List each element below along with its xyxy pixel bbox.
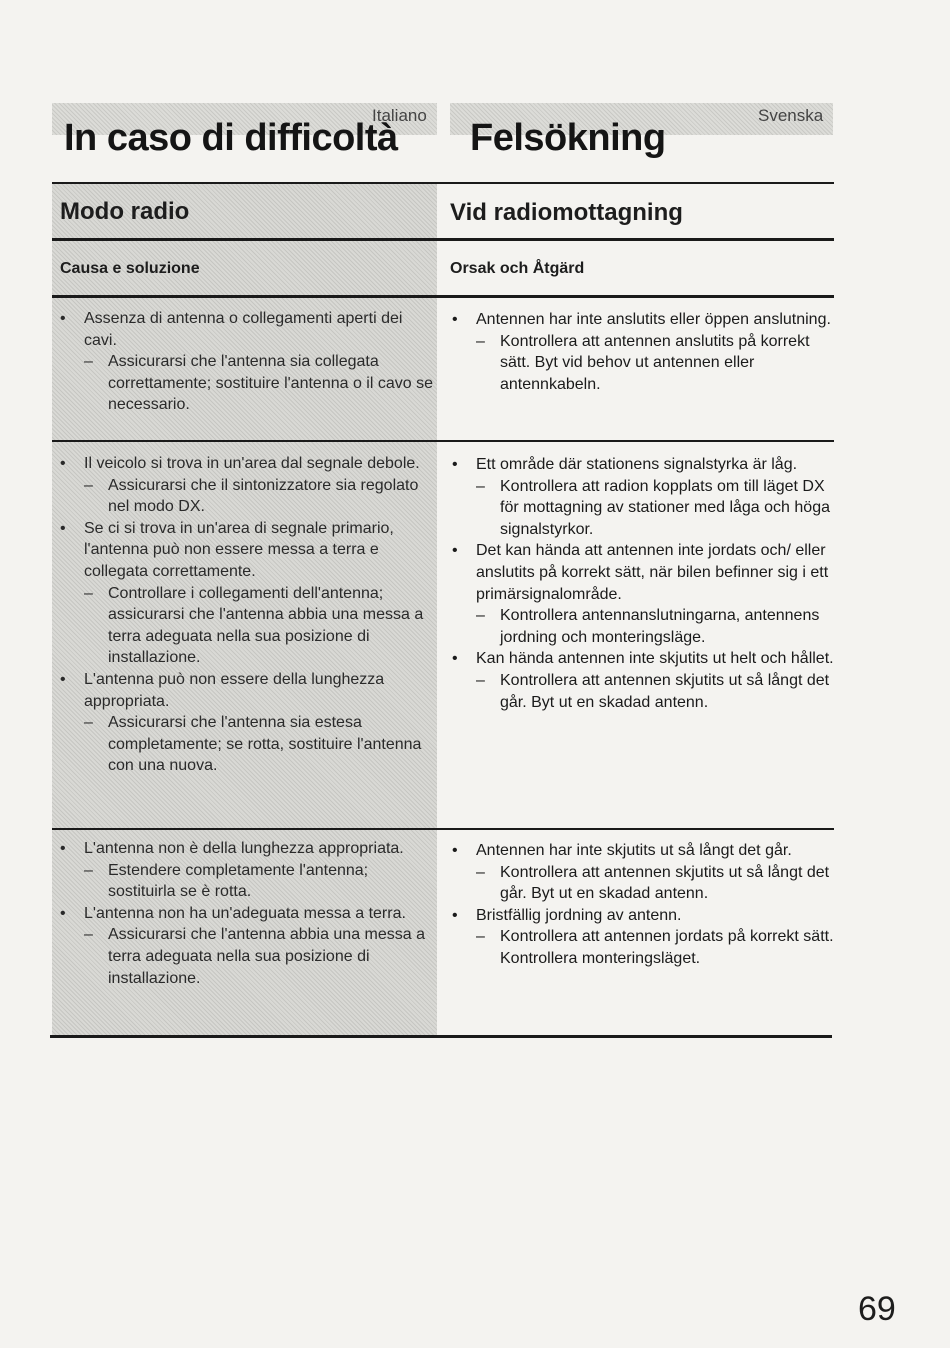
solution-line: – Kontrollera att antennen jordats på korrekt sätt. Kontrollera monteringsläget. (448, 926, 838, 969)
cause-bullet: • Il veicolo si trova in un'area dal segnale debole. (56, 453, 434, 475)
subheading-italian: Causa e soluzione (60, 260, 200, 277)
subheading-swedish: Orsak och Åtgärd (450, 260, 585, 277)
italian-block-1 (56, 308, 434, 416)
language-label-italian: Italiano (372, 106, 427, 125)
cause-bullet: • Ett område där stationens signalstyrka är låg. (448, 454, 838, 476)
solution-line: – Assicurarsi che l'antenna sia collegata correttamente; sostituire l'antenna o il cavo se necessario. (56, 351, 434, 416)
rule-under-section (52, 238, 834, 241)
italian-block-2 (56, 453, 434, 777)
language-label-swedish: Svenska (758, 106, 824, 125)
rule-block2 (52, 828, 834, 830)
cause-bullet: • Antennen har inte skjutits ut så långt det går. (448, 840, 838, 862)
solution-line: – Kontrollera att antennen skjutits ut så långt det går. Byt ut en skadad antenn. (448, 670, 838, 713)
rule-block1 (52, 440, 834, 442)
italian-block-3 (56, 838, 434, 989)
section-heading-italian: Modo radio (60, 198, 190, 225)
cause-bullet: • Assenza di antenna o collegamenti aperti dei cavi. (56, 308, 434, 351)
solution-line: – Assicurarsi che l'antenna abbia una messa a terra adeguata nella sua posizione di installazione. (56, 924, 434, 989)
solution-line: – Controllare i collegamenti dell'antenna; assicurarsi che l'antenna abbia una messa a terra adeguata nella sua posizione di installazione. (56, 583, 434, 669)
cause-bullet: • Kan hända antennen inte skjutits ut helt och hållet. (448, 648, 838, 670)
solution-line: – Estendere completamente l'antenna; sostituirla se è rotta. (56, 860, 434, 903)
swedish-block-3 (448, 840, 838, 970)
cause-bullet: • L'antenna non è della lunghezza appropriata. (56, 838, 434, 860)
cause-bullet: • L'antenna non ha un'adeguata messa a terra. (56, 903, 434, 925)
section-heading-swedish: Vid radiomottagning (450, 199, 683, 226)
cause-bullet: • L'antenna può non essere della lunghezza appropriata. (56, 669, 434, 712)
page-title-italian: In caso di difficoltà (64, 117, 398, 159)
rule-top (52, 182, 834, 184)
cause-bullet: • Bristfällig jordning av antenn. (448, 905, 838, 927)
solution-line: – Kontrollera att antennen skjutits ut så långt det går. Byt ut en skadad antenn. (448, 862, 838, 905)
swedish-block-1 (448, 309, 838, 395)
swedish-block-2 (448, 454, 838, 713)
rule-under-subheading (52, 295, 834, 298)
cause-bullet: • Se ci si trova in un'area di segnale primario, l'antenna può non essere messa a terra e collegata correttamente. (56, 518, 434, 583)
solution-line: – Kontrollera att radion kopplats om till läget DX för mottagning av stationer med låga och höga signalstyrkor. (448, 476, 838, 541)
rule-bottom (50, 1035, 832, 1038)
cause-bullet: • Antennen har inte anslutits eller öppen anslutning. (448, 309, 838, 331)
solution-line: – Assicurarsi che l'antenna sia estesa completamente; se rotta, sostituire l'antenna con una nuova. (56, 712, 434, 777)
solution-line: – Kontrollera att antennen anslutits på korrekt sätt. Byt vid behov ut antennen eller antennkabeln. (448, 331, 838, 396)
page-number: 69 (858, 1290, 896, 1328)
solution-line: – Assicurarsi che il sintonizzatore sia regolato nel modo DX. (56, 475, 434, 518)
cause-bullet: • Det kan hända att antennen inte jordats och/ eller anslutits på korrekt sätt, när bilen befinner sig i ett primärsignalområde. (448, 540, 838, 605)
page-title-swedish: Felsökning (470, 117, 666, 159)
solution-line: – Kontrollera antennanslutningarna, antennens jordning och monteringsläge. (448, 605, 838, 648)
